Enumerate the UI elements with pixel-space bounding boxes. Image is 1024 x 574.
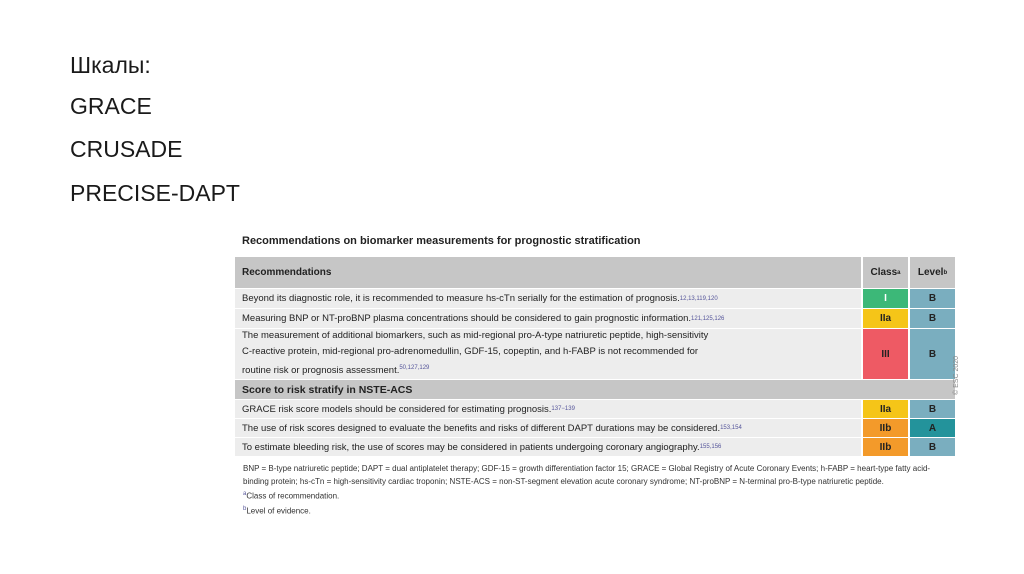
- row-text: [235, 400, 861, 418]
- slide-line: CRUSADE: [70, 136, 183, 162]
- copyright: © ESC 2020: [953, 355, 960, 395]
- header-class-label: Class: [870, 267, 898, 278]
- footnote-text: Class of recommendation.: [246, 491, 340, 501]
- table-row: [235, 438, 955, 456]
- header-recommendations: Recommendations: [235, 257, 861, 288]
- level-badge: B: [910, 400, 955, 418]
- section-title: Score to risk stratify in NSTE-ACS: [235, 380, 955, 399]
- table-header: [235, 257, 955, 288]
- level-badge: B: [910, 289, 955, 308]
- footnote-b: [243, 503, 955, 518]
- table-row: [235, 289, 955, 308]
- level-badge: B: [910, 329, 955, 379]
- row-text: [235, 289, 861, 308]
- abbreviations: BNP = B-type natriuretic peptide; DAPT = dual antiplatelet therapy; GDF-15 = growth differentiation factor 15; GRACE = Global Registry of Acute Coronary Events; h-FABP = heart-type fatty acid-binding protein; hs-cTn = high-sensitivity cardiac troponin; NSTE-ACS = non-ST-segment elevation acute coronary syndrome; NT-proBNP = N-terminal pro-B-type natriuretic peptide.: [243, 464, 931, 486]
- row-text-line: C-reactive protein, mid-regional pro-adrenomedullin, GDF-15, copeptin, and h-FABP is not recommended for: [242, 346, 699, 358]
- slide-line: Шкалы:: [70, 52, 151, 78]
- row-text: [235, 309, 861, 328]
- header-level-label: Level: [917, 267, 944, 278]
- footnotes: [243, 463, 955, 518]
- row-text: [235, 329, 861, 379]
- class-badge: IIa: [863, 400, 908, 418]
- table-title: Recommendations on biomarker measurements for prognostic stratification: [242, 235, 641, 247]
- references: 121,125,126: [691, 315, 725, 322]
- table-row: [235, 309, 955, 328]
- footnote-a: [243, 488, 955, 503]
- references: 153,154: [720, 425, 742, 431]
- row-text-line: The measurement of additional biomarkers, such as mid-regional pro-A-type natriuretic peptide, high-sensitivity: [242, 330, 709, 342]
- row-text: [235, 438, 861, 456]
- class-badge: IIb: [863, 438, 908, 456]
- class-badge: IIa: [863, 309, 908, 328]
- header-level: [910, 257, 955, 288]
- table-row: [235, 329, 955, 379]
- section-header: [235, 380, 955, 399]
- level-badge: B: [910, 309, 955, 328]
- header-class: [863, 257, 908, 288]
- table-row: [235, 419, 955, 437]
- references: 155,156: [699, 444, 722, 450]
- footnote-mark: a: [897, 269, 901, 276]
- footnote-mark: b: [943, 269, 948, 276]
- footnote-mark: a: [243, 491, 247, 497]
- footnote-mark: b: [243, 506, 247, 513]
- row-text-body: To estimate bleeding risk, the use of scores may be considered in patients undergoing coronary angiography.: [242, 441, 700, 453]
- table-row: [235, 400, 955, 418]
- row-text-body: GRACE risk score models should be considered for estimating prognosis.: [242, 403, 552, 415]
- level-badge: A: [910, 419, 955, 437]
- class-badge: IIb: [863, 419, 908, 437]
- references: 137−139: [551, 406, 575, 412]
- row-text-line: [242, 360, 429, 379]
- row-text-body: Measuring BNP or NT-proBNP plasma concentrations should be considered to gain prognostic information.: [242, 313, 692, 324]
- row-text: [235, 419, 861, 437]
- class-badge: I: [863, 289, 908, 308]
- row-text-body: routine risk or prognosis assessment.: [242, 365, 400, 377]
- row-text-body: Beyond its diagnostic role, it is recommended to measure hs-cTn serially for the estimation of prognosis.: [242, 293, 680, 304]
- slide-line: GRACE: [70, 93, 152, 119]
- recommendations-table: [235, 257, 955, 457]
- slide-line: PRECISE-DAPT: [70, 180, 240, 206]
- references: 12,13,119,120: [679, 295, 718, 302]
- footnote-text: Level of evidence.: [246, 506, 311, 516]
- class-badge: III: [863, 329, 908, 379]
- row-text-body: The use of risk scores designed to evaluate the benefits and risks of different DAPT durations may be considered.: [242, 422, 721, 434]
- references: 50,127,129: [399, 365, 430, 372]
- level-badge: B: [910, 438, 955, 456]
